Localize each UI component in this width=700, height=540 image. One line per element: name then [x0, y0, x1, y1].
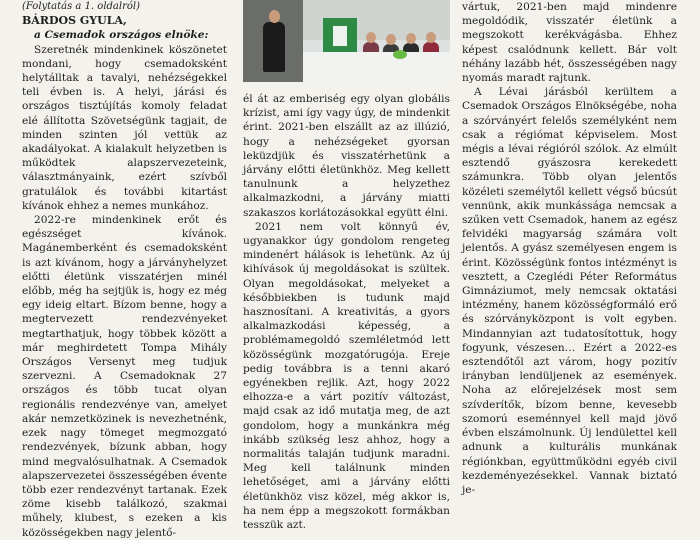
flower-decoration [393, 50, 407, 59]
article-column-middle [243, 92, 450, 532]
paragraph: A Lévai járásból kerültem a Csemadok Országos Elnökségébe, noha a szórványért felelős személyként nem csak a régiómat képviselem. Most mégis a lévai régióról szólok. Az elmúlt esztendő gyászosra kerekedett számunkra. Több olyan jelentős közéleti személytől kellett végső búcsút vennünk, akik munkássága nemcsak a szűken vett Csemadok, hanem az egész felvidéki magyarság számára volt jelentős. A gyász személyesen engem is érint. Közösségünk fontos intézményt is vesztett, a Czeglédi Péter Református Gimnáziumot, mely nemcsak oktatási intézmény, hanem közösségformáló erő és szórványközpont is volt egyben. Mindannyian azt tudatosítottuk, hogy fogyunk, vészesen… Ezért a 2022-es esztendőtől azt várom, hogy pozitív irányban lendüljenek az események. Noha az előrejelzések most sem szívderítők, bízom benne, kevesebb szomorú eseménnyel kell majd jövő évben elszámolnunk. Új lendülettel kell adnunk a kulturális munkának régiónkban, együttműködni egyéb civil kezdeményezésekkel. Vannak biztató je- [462, 86, 677, 496]
photo-person-head [366, 32, 376, 43]
paragraph: 2022-re mindenkinek erőt és egészséget kívánok. Magánemberként és csemadoksként is azt kívánom, hogy a járványhelyzet előtti életünk visszatérjen minél előbb, még ha sejtjük is, hogy ez még egy ideig eltart. Bízom benne, hogy a megtervezett rendezvényeket megtarthatjuk, hogy többek között a már meghirdetett Tompa Mihály Országos Versenyt meg tudjuk szervezni. A Csemadoknak 27 országos és több tucat olyan regionális rendezvénye van, amelyet akár nemzetközinek is nevezhetnénk, ezek nagy tömeget megmozgató rendezvények, bízunk abban, hogy mind megvalósulhatnak. A Csemadok alapszervezetei összességében évente több ezer rendezvényt tartanak. Ezek zöme kisebb találkozó, szakmai műhely, klubest, s ezeken a kis közösségekben nagy jelentő- [22, 214, 227, 539]
photo-person-head [269, 10, 280, 23]
continuation-note: (Folytatás a 1. oldalról) [22, 1, 140, 12]
photo-person-head [386, 34, 396, 45]
paragraph: vártuk, 2021-ben majd mindenre megoldódik, visszatér életünk a megszokott kerékvágásba. Ehhez képest csalódnunk kellett. Bár volt néhány lazább hét, összességében nagy nyomás maradt rajtunk. [462, 1, 677, 85]
article-column-right [462, 0, 677, 497]
meeting-photo [243, 0, 450, 82]
article-column-left [22, 0, 227, 540]
paragraph: él át az emberiség egy olyan globális krízist, ami így vagy úgy, de mindenkit érint. 2021-ben elszállt az az illúzió, hogy a nehézségeket gyorsan leküzdjük és visszatérhetünk a járvány előtti életünkhöz. Meg kellett tanulnunk a helyzethez alkalmazkodni, a járvány miatti szakaszos korlátozásokkal együtt élni. [243, 93, 450, 219]
author-name: BÁRDOS GYULA, [22, 14, 127, 28]
photo-person-head [406, 33, 416, 44]
photo-person-head [426, 32, 436, 43]
paragraph: Szeretnék mindenkinek köszönetet mondani, hogy csemadoksként helytálltak a tavalyi, nehézségekkel teli évben is. A helyi, járási és országos tisztújítás komoly feladat elé állította Szövetségünk tagjait, de minden szinten jól vettük az akadályokat. A kialakult helyzetben is működtek alapszervezeteink, választmányaink, ezért szívből gratulálok és további kitartást kívánok ehhez a nemes munkához. [22, 43, 227, 212]
paragraph: 2021 nem volt könnyű év, ugyanakkor úgy gondolom rengeteg mindenért hálások is lehetünk. Az új kihívások új megoldásokat is szültek. Olyan megoldásokat, melyeket a későbbiekben is tudunk majd hasznosítani. A kreativitás, a gyors alkalmazkodási képesség, a problémamegoldó szemléletmód lett közösségünk mozgatórugója. Ereje pedig továbbra is a tenni akaró egyénekben rejlik. Azt, hogy 2022 elhozza-e a várt pozitív változást, majd csak az idő mutatja meg, de azt gondolom, hogy a munkánkra még inkább szükség lesz ahhoz, hogy a normalitás talaján tudjunk maradni. Meg kell találnunk minden lehetőséget, ami a járvány előtti életünkhöz visz közel, még akkor is, ha nem épp a megszokott formákban tesszük azt. [243, 220, 450, 532]
photo-person [263, 22, 285, 72]
photo-table [303, 52, 450, 82]
author-role: a Csemadok országos elnöke: [34, 29, 209, 42]
